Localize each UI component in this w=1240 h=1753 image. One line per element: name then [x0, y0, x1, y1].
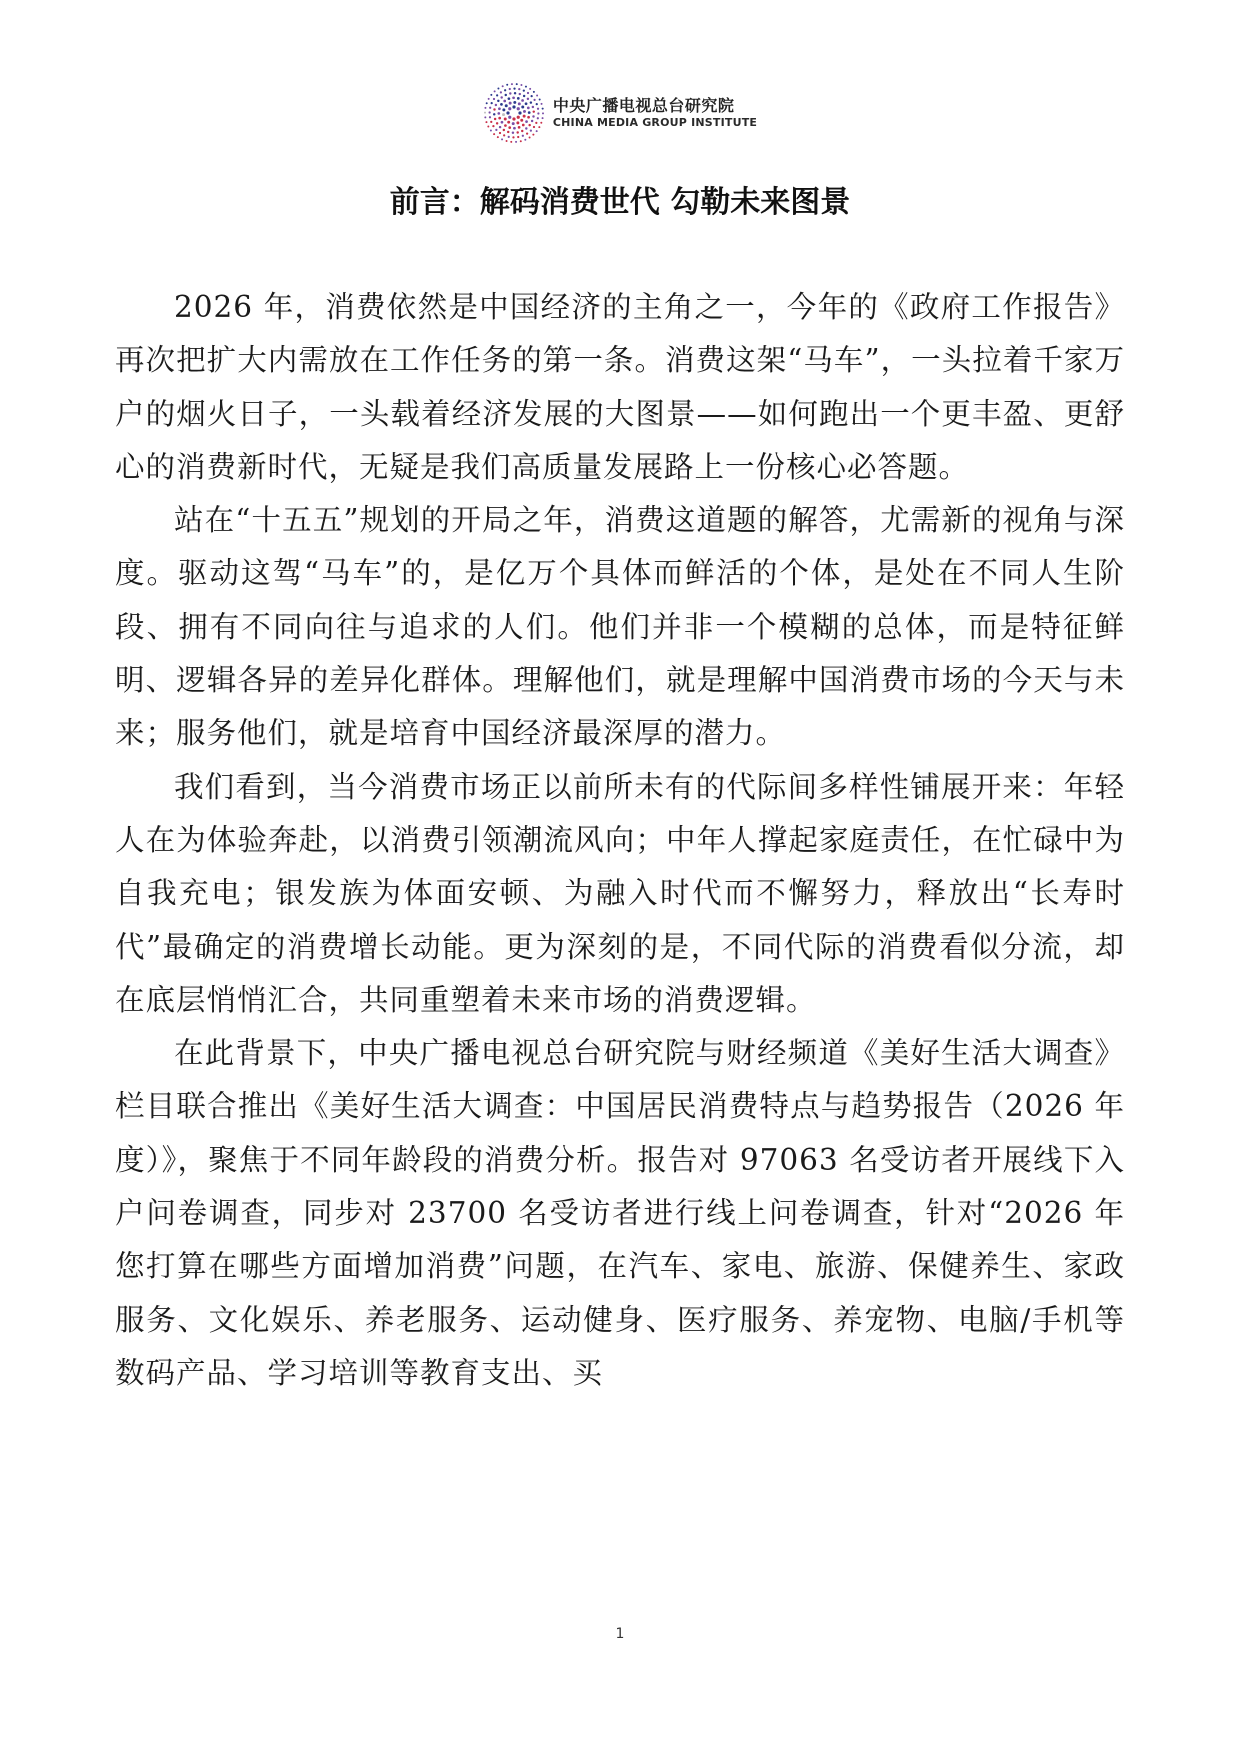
logo-dot [533, 99, 535, 101]
logo-dot [493, 98, 495, 100]
logo-dot [508, 88, 510, 90]
logo-dot [540, 103, 542, 105]
logo-dot [524, 139, 526, 141]
logo-dot [532, 110, 534, 112]
logo-dot [505, 104, 508, 107]
logo-dot [484, 107, 486, 109]
logo-dot [502, 113, 505, 116]
logo-dot [484, 116, 486, 118]
logo-dot [537, 112, 539, 114]
logo-dot [529, 101, 531, 103]
logo-dot [528, 124, 530, 126]
logo-dot [542, 108, 544, 110]
logo-dot [536, 130, 538, 132]
logo-dot [542, 112, 544, 114]
logo-dot [511, 83, 513, 85]
logo-dot [521, 130, 523, 132]
logo-dot [505, 140, 507, 142]
logo-dot [509, 92, 511, 94]
logo-dot [523, 95, 525, 97]
logo-dot [513, 127, 516, 130]
logo-dot [506, 84, 508, 86]
logo-dot [522, 115, 525, 118]
logo-dot [490, 94, 492, 96]
logo-dot [532, 115, 534, 117]
logo-dot [535, 103, 537, 105]
logo-dot [528, 136, 530, 138]
logo-dot [535, 122, 537, 124]
logo-dot [525, 127, 527, 129]
logo-dot [493, 90, 495, 92]
logo-dot [503, 100, 506, 103]
logo-dot [509, 102, 512, 105]
logo-dot [488, 111, 490, 113]
logo-dot [538, 126, 540, 128]
logo-dot [518, 88, 520, 90]
logo-dot [515, 141, 517, 143]
logo-dot [504, 94, 506, 96]
logo-dot [531, 120, 533, 122]
logo-dot [495, 129, 497, 131]
logo-dot [498, 117, 501, 120]
page-number: 1 [615, 1626, 625, 1642]
logo-dot [500, 91, 502, 93]
logo-dot [502, 129, 504, 131]
logo-dot [512, 122, 515, 125]
logo-dot [493, 133, 495, 135]
logo-dot [526, 132, 528, 134]
page-title: 前言：解码消费世代 勾勒未来图景 [389, 185, 851, 220]
logo-dot [504, 89, 506, 91]
logo-dot [517, 136, 519, 138]
logo-dot [507, 131, 509, 133]
logo-dot [527, 92, 529, 94]
logo-dot [516, 83, 518, 85]
logo-dot [536, 94, 538, 96]
logo-dot [502, 108, 505, 111]
logo-dot [525, 120, 528, 123]
page-header [0, 82, 1240, 144]
logo-dot [507, 97, 510, 100]
logo-dot [496, 122, 498, 124]
logo-dot [516, 107, 519, 110]
logo-dot [489, 107, 491, 109]
logo-dot [484, 112, 486, 114]
logo-dot [525, 102, 528, 105]
logo-dot [493, 113, 495, 115]
logo-dot [503, 134, 505, 136]
logo [483, 82, 757, 144]
cmg-dotted-sphere-icon [483, 82, 545, 144]
logo-dot [512, 132, 514, 134]
logo-dot [490, 121, 492, 123]
logo-dot [517, 97, 520, 100]
logo-dot [537, 108, 539, 110]
logo-dot [533, 91, 535, 93]
logo-dot [522, 124, 525, 127]
logo-dot [516, 116, 519, 119]
logo-dot [523, 90, 525, 92]
logo-dot [492, 125, 494, 127]
logo-dot [516, 131, 518, 133]
logo-dot [532, 134, 534, 136]
logo-dot [508, 126, 511, 129]
logo-dot [539, 99, 541, 101]
logo-dot [504, 117, 507, 120]
logo-dot [520, 140, 522, 142]
logo-dot [516, 121, 519, 124]
logo-dot [512, 117, 515, 120]
logo-dot [541, 117, 543, 119]
logo-dot [513, 101, 516, 104]
logo-dot [530, 95, 532, 97]
logo-dot [494, 104, 496, 106]
logo-dot [496, 94, 498, 96]
logo-dot [500, 121, 503, 124]
logo-dot [512, 96, 515, 99]
logo-dot [513, 87, 515, 89]
logo-dot [540, 122, 542, 124]
logo-dot [508, 116, 511, 119]
logo-dot [504, 124, 507, 127]
logo-en-name: CHINA MEDIA GROUP INSTITUTE [552, 116, 758, 130]
logo-dot [501, 138, 503, 140]
logo-dot [487, 126, 489, 128]
logo-text [553, 96, 757, 130]
logo-dot [508, 107, 511, 110]
logo-dot [497, 112, 500, 115]
logo-dot [500, 96, 502, 98]
logo-dot [500, 103, 503, 106]
logo-dot [514, 92, 516, 94]
logo-dot [537, 117, 539, 119]
logo-dot [528, 111, 531, 114]
logo-dot [525, 86, 527, 88]
logo-dot [527, 107, 530, 110]
logo-dot [518, 111, 521, 114]
logo-dot [485, 121, 487, 123]
logo-dot [518, 126, 521, 129]
logo-dot [497, 88, 499, 90]
logo-dot [507, 121, 510, 124]
logo-cn-name: 中央广播电视总台研究院 [552, 96, 735, 116]
logo-dot [512, 105, 515, 108]
logo-dot [512, 136, 514, 138]
logo-dot [521, 99, 524, 102]
logo-dot [520, 84, 522, 86]
logo-dot [486, 102, 488, 104]
logo-dot [507, 136, 509, 138]
logo-dot [488, 98, 490, 100]
logo-dot [523, 110, 526, 113]
logo-dot [518, 93, 520, 95]
logo-dot [531, 106, 533, 108]
logo-dot [522, 135, 524, 137]
logo-dot [493, 108, 495, 110]
logo-dot [497, 100, 499, 102]
logo-dot [499, 126, 501, 128]
logo-dot [494, 118, 496, 120]
logo-dot [499, 132, 501, 134]
paragraph-4: 在此背景下，中央广播电视总台研究院与财经频道《美好生活大调查》栏目联合推出《美好生活大调查：中国居民消费特点与趋势报告（2026 年度）》，聚焦于不同年龄段的消费分析。报告对 97063 名受访者开展线下入户问卷调查，同步对 23700 名受访者进行线上问卷调查，针对“2026 年您打算在哪些方面增加消费”问题，在汽车、家电、旅游、保健养生、家政服务、文化娱乐、养老服务、运动健身、医疗服务、养宠物、电脑/手机等数码产品、学习培训等教育支出、买 [115, 1036, 1125, 1390]
logo-dot [518, 102, 521, 105]
logo-dot [498, 107, 501, 110]
paragraph-1: 2026 年，消费依然是中国经济的主角之一，今年的《政府工作报告》再次把扩大内需放在工作任务的第一条。消费这架“马车”，一头拉着千家万户的烟火日子，一头载着经济发展的大图景——如何跑出一个更丰盈、更舒心的消费新时代，无疑是我们高质量发展路上一份核心必答题。 [115, 290, 1125, 484]
logo-dot [506, 111, 509, 114]
logo-dot [530, 130, 532, 132]
logo-dot [529, 88, 531, 90]
paragraph-3: 我们看到，当今消费市场正以前所未有的代际间多样性铺展开来：年轻人在为体验奔赴，以消费引领潮流风向；中年人撑起家庭责任，在忙碌中为自我充电；银发族为体面安顿、为融入时代而不懈努力，释放出“长寿时代”最确定的消费增长动能。更为深刻的是，不同代际的消费看似分流，却在底层悄悄汇合，共同重塑着未来市场的消费逻辑。 [115, 769, 1125, 1017]
logo-dot [533, 126, 535, 128]
paragraph-2: 站在“十五五”规划的开局之年，消费这道题的解答，尤需新的视角与深度。驱动这驾“马车”的，是亿万个具体而鲜活的个体，是处在不同人生阶段、拥有不同向往与追求的人们。他们并非一个模糊的总体，而是特征鲜明、逻辑各异的差异化群体。理解他们，就是理解中国消费市场的今天与未来；服务他们，就是培育中国经济最深厚的潜力。 [115, 503, 1125, 751]
logo-dot [502, 85, 504, 87]
logo-dot [521, 106, 524, 109]
logo-dot [510, 141, 512, 143]
logo-dot [527, 98, 529, 100]
logo-dot [490, 102, 492, 104]
logo-dot [489, 116, 491, 118]
logo-dot [527, 116, 530, 119]
logo-dot [497, 136, 499, 138]
document-body [115, 281, 1125, 1400]
logo-dot [520, 119, 523, 122]
logo-dot [490, 130, 492, 132]
